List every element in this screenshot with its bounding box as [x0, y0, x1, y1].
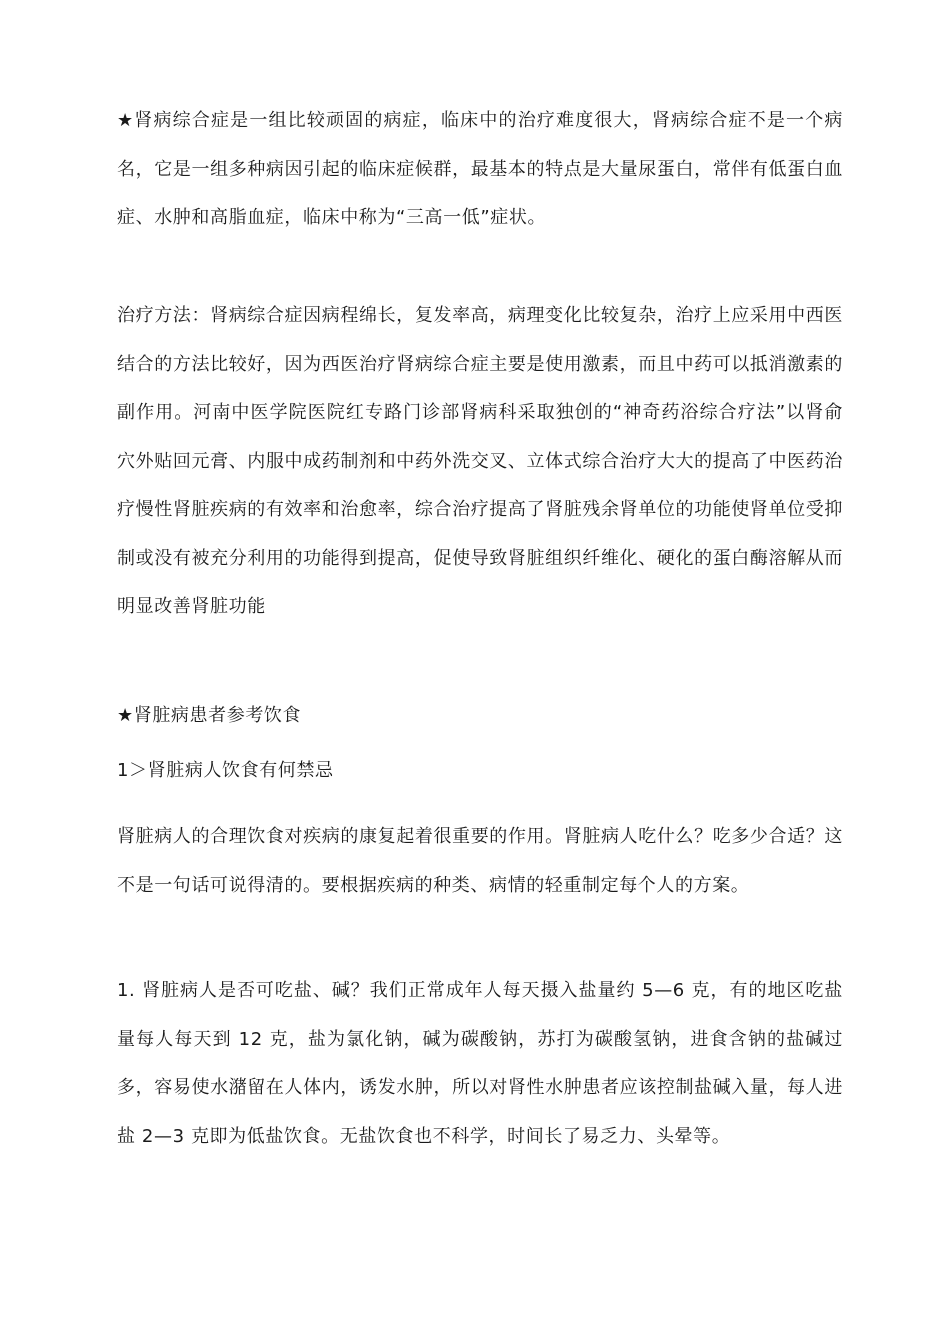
- subheading-diet-taboos: 1＞肾脏病人饮食有何禁忌: [117, 760, 334, 781]
- paragraph-nephrotic-syndrome-intro: ★肾病综合症是一组比较顽固的病症，临床中的治疗难度很大，肾病综合症不是一个病名，它是一组多种病因引起的临床症候群，最基本的特点是大量尿蛋白，常伴有低蛋白血症、水肿和高脂血症，临床中称为“三高一低”症状。: [117, 110, 843, 228]
- paragraph-reasonable-diet: 肾脏病人的合理饮食对疾病的康复起着很重要的作用。肾脏病人吃什么？吃多少合适？这不是一句话可说得清的。要根据疾病的种类、病情的轻重制定每个人的方案。: [117, 826, 843, 896]
- paragraph-salt-alkali: 1. 肾脏病人是否可吃盐、碱？我们正常成年人每天摄入盐量约 5—6 克，有的地区吃盐量每人每天到 12 克，盐为氯化钠，碱为碳酸钠，苏打为碳酸氢钠，进食含钠的盐碱过多，容易使水潴留在人体内，诱发水肿，所以对肾性水肿患者应该控制盐碱入量，每人进盐 2—3 克即为低盐饮食。无盐饮食也不科学，时间长了易乏力、头晕等。: [117, 980, 843, 1147]
- paragraph-treatment-method: 治疗方法：肾病综合症因病程绵长，复发率高，病理变化比较复杂，治疗上应采用中西医结合的方法比较好，因为西医治疗肾病综合症主要是使用激素，而且中药可以抵消激素的副作用。河南中医学院医院红专路门诊部肾病科采取独创的“神奇药浴综合疗法”以肾俞穴外贴回元膏、内服中成药制剂和中药外洗交叉、立体式综合治疗大大的提高了中医药治疗慢性肾脏疾病的有效率和治愈率，综合治疗提高了肾脏残余肾单位的功能使肾单位受抑制或没有被充分利用的功能得到提高，促使导致肾脏组织纤维化、硬化的蛋白酶溶解从而明显改善肾脏功能: [117, 305, 843, 617]
- heading-diet-reference: ★肾脏病患者参考饮食: [117, 705, 302, 726]
